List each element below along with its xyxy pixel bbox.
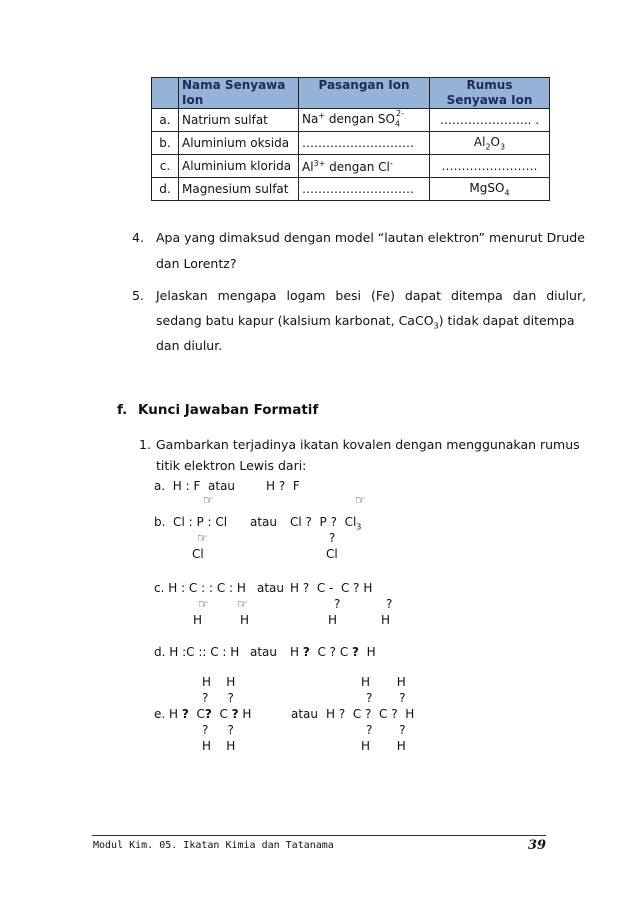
formula-part: MgSO (469, 180, 505, 195)
row-letter: c. (152, 155, 179, 178)
lewis-e-main (154, 707, 251, 721)
pointing-hand-icon: ☞ (198, 597, 209, 611)
formula-sub: 2 (485, 142, 491, 152)
lewis-e-atau: atau (291, 707, 319, 721)
table-header-name (179, 78, 299, 109)
lewis-e-bond-bottom: ? ? (366, 723, 406, 737)
ion-a: Al (302, 159, 314, 174)
row-name: Magnesium sulfat (179, 178, 299, 201)
table-row (152, 109, 550, 132)
lewis-b-cl-bottom: Cl (192, 547, 204, 561)
row-ion-pair: ………………………. (299, 132, 430, 155)
pointing-hand-icon: ☞ (237, 597, 248, 611)
row-formula (430, 132, 550, 155)
row-formula: ………………….. . (430, 109, 550, 132)
lewis-b-left: b. Cl : P : Cl (154, 515, 228, 529)
lewis-e-right: H ? C ? C ? H (326, 707, 415, 721)
row-name: Natrium sulfat (179, 109, 299, 132)
lewis-e-part: C (211, 707, 232, 721)
row-letter: b. (152, 132, 179, 155)
lewis-e-part: e. H (154, 707, 182, 721)
lewis-b-cl-bottom: Cl (326, 547, 338, 561)
lewis-d-left: d. H :C :: C : H (154, 645, 240, 659)
answer-text: Gambarkan terjadinya ikatan kovalen dengan menggunakan rumus (156, 437, 580, 452)
formula-sub: 4 (504, 188, 510, 198)
lewis-d-part: C ? C (309, 645, 353, 659)
formula-part: O (490, 134, 500, 149)
lewis-c-h: H (328, 613, 338, 627)
lewis-e-bond-bottom: ? ? (202, 723, 234, 737)
lewis-a-left: a. H : F atau (154, 479, 236, 493)
table-row (152, 132, 550, 155)
question-sub: 3 (433, 321, 439, 331)
lewis-e-bond: ? (231, 707, 239, 721)
lewis-e-bond-top: ? ? (202, 691, 234, 705)
lewis-c-bond: ? (386, 597, 393, 611)
header-name-line1: Nama Senyawa (182, 78, 286, 92)
answer-number: 1. (139, 437, 151, 452)
question-text: Jelaskan mengapa logam besi (Fe) dapat ditempa dan diulur, (156, 288, 587, 303)
ion-mid: dengan SO (325, 112, 395, 127)
header-formula-line1: Rumus (466, 78, 513, 92)
pointing-hand-icon: ☞ (203, 493, 214, 507)
lewis-b-sub: 3 (356, 522, 362, 532)
lewis-c-h: H (381, 613, 391, 627)
lewis-d-part: H (358, 645, 376, 659)
page-number: 39 (528, 838, 547, 853)
lewis-d-bond: ? (352, 645, 359, 659)
row-formula: …………………… (430, 155, 550, 178)
question-text-part: ) tidak dapat ditempa (438, 313, 575, 328)
lewis-c-bond: ? (334, 597, 341, 611)
question-text-part: sedang batu kapur (kalsium karbonat, CaCO (156, 313, 434, 328)
ion-b-charge: - (389, 158, 393, 168)
table-header-pair (299, 78, 430, 109)
header-formula-line2: Senyawa Ion (446, 93, 533, 107)
row-name: Aluminium oksida (179, 132, 299, 155)
question-text: Apa yang dimaksud dengan model “lautan elektron” menurut Drude (156, 230, 585, 245)
ion-mid: dengan Cl (325, 159, 390, 174)
row-letter: d. (152, 178, 179, 201)
ion-a-charge: + (318, 111, 326, 121)
header-pair-label: Pasangan Ion (318, 78, 410, 92)
question-text: dan diulur. (156, 338, 223, 353)
lewis-d-bond: ? (302, 645, 310, 659)
lewis-e-bond: ? (181, 707, 189, 721)
lewis-b-atau: atau (250, 515, 278, 529)
lewis-b-right (290, 515, 361, 531)
lewis-b-right-text: Cl ? P ? Cl (290, 515, 357, 529)
lewis-e-bond-top: ? ? (366, 691, 406, 705)
lewis-b-bond: ? (329, 531, 336, 545)
question-number: 4. (132, 230, 144, 245)
lewis-c-h: H (240, 613, 250, 627)
row-ion-pair: ………………………. (299, 178, 430, 201)
pointing-hand-icon: ☞ (355, 493, 366, 507)
ion-a-charge: 3+ (313, 158, 326, 168)
lewis-d-part: H (290, 645, 303, 659)
lewis-e-part: H (238, 707, 252, 721)
table-header-blank (152, 78, 179, 109)
lewis-c-atau: atau (257, 581, 285, 595)
row-name: Aluminium klorida (179, 155, 299, 178)
section-label: f. (117, 402, 128, 418)
lewis-c-h: H (193, 613, 203, 627)
footer-title: Modul Kim. 05. Ikatan Kimia dan Tatanama (93, 840, 334, 851)
ion-a: Na (302, 112, 319, 127)
table-row (152, 178, 550, 201)
lewis-a-right: H ? F (266, 479, 300, 493)
lewis-e-top-h: H H (361, 675, 406, 689)
lewis-e-bottom-h: H H (202, 739, 236, 753)
section-title: Kunci Jawaban Formatif (138, 402, 319, 418)
formula-part: Al (473, 134, 486, 149)
question-text: dan Lorentz? (156, 256, 237, 271)
lewis-c-left: c. H : C : : C : H (154, 581, 246, 595)
lewis-c-right: H ? C - C ? H (290, 581, 373, 595)
row-formula (430, 178, 550, 201)
row-ion-pair (299, 109, 430, 132)
table-header-row (152, 78, 550, 109)
ion-b-sub: 4 (394, 119, 401, 129)
header-name-line2: Ion (182, 93, 204, 107)
ion-b-charge: 2- (396, 109, 404, 119)
answer-text: titik elektron Lewis dari: (156, 458, 307, 473)
pointing-hand-icon: ☞ (197, 531, 208, 545)
lewis-e-part: C (188, 707, 205, 721)
row-letter: a. (152, 109, 179, 132)
lewis-e-bond: ? (204, 707, 212, 721)
table-header-formula (430, 78, 550, 109)
lewis-d-right (290, 645, 376, 659)
ion-compound-table (151, 77, 550, 201)
formula-sub: 3 (500, 142, 506, 152)
table-row (152, 155, 550, 178)
footer-divider (92, 835, 546, 836)
lewis-d-atau: atau (250, 645, 278, 659)
question-number: 5. (132, 288, 144, 303)
lewis-e-bottom-h: H H (361, 739, 406, 753)
row-ion-pair (299, 155, 430, 178)
lewis-e-top-h: H H (202, 675, 236, 689)
